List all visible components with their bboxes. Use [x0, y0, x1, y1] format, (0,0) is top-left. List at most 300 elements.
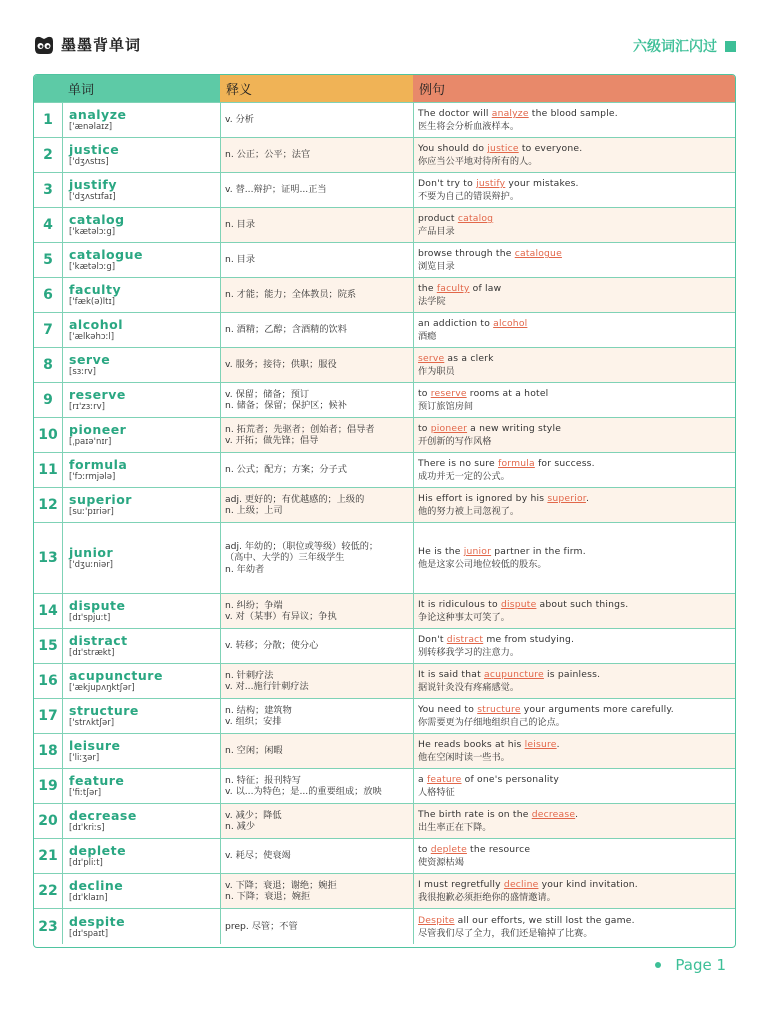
example-highlight: justify: [476, 178, 506, 189]
table-row: [34, 102, 735, 137]
example-text-before: I must regretfully: [418, 879, 504, 890]
definition-cell: [221, 138, 414, 172]
example-cell: [414, 488, 735, 522]
definition-cell: [221, 629, 414, 663]
table-row: [34, 593, 735, 628]
example-highlight: catalogue: [514, 248, 562, 259]
example-chinese: 预订旅馆房间: [418, 401, 474, 412]
table-row: [34, 698, 735, 733]
definition-cell: [221, 173, 414, 207]
example-chinese: 浏览目录: [418, 261, 455, 272]
example-text-before: to: [418, 844, 431, 855]
example-english: [418, 317, 735, 330]
table-row: [34, 628, 735, 663]
example-english: [418, 738, 735, 751]
example-highlight: superior: [547, 493, 586, 504]
definition-line: n. 目录: [225, 219, 256, 231]
definition-cell: [221, 383, 414, 417]
document-title-text: 六级词汇闪过: [633, 39, 717, 55]
example-text-before: an addiction to: [418, 318, 494, 329]
dot-icon: [655, 962, 661, 968]
table-row: [34, 803, 735, 838]
example-text-after: rooms at a hotel: [466, 388, 549, 399]
example-english: [418, 142, 735, 155]
definition-cell: [221, 839, 414, 873]
example-chinese: 出生率正在下降。: [418, 822, 492, 833]
example-text-before: He is the: [418, 546, 464, 557]
example-text-after: to everyone.: [518, 143, 583, 154]
definition-line: n. 目录: [225, 254, 256, 266]
vocabulary-table: [33, 74, 736, 948]
row-number: 13: [34, 523, 63, 593]
word-cell: [63, 243, 221, 277]
definition-cell: [221, 243, 414, 277]
definition-cell: [221, 523, 414, 593]
example-highlight: catalog: [457, 213, 494, 224]
word-cell: [63, 769, 221, 803]
example-text-before: It is ridiculous to: [418, 599, 501, 610]
example-highlight: distract: [446, 634, 484, 645]
example-cell: [414, 909, 735, 944]
example-english: [418, 808, 735, 821]
example-cell: [414, 103, 735, 137]
example-text-after: a new writing style: [467, 423, 562, 434]
logo-icon: [33, 35, 55, 55]
row-number: 21: [34, 839, 63, 873]
example-chinese: 你应当公平地对待所有的人。: [418, 156, 538, 167]
word-cell: [63, 804, 221, 838]
definition-line: n. 拓荒者；先驱者；创始者；倡导者: [225, 423, 375, 435]
definition-line: v. 服务；接待；供职；服役: [225, 359, 337, 371]
example-text-after: all our efforts, we still lost the game.: [454, 914, 635, 926]
definition-cell: [221, 418, 414, 452]
example-text-before: a: [418, 774, 427, 785]
row-number: 20: [34, 804, 63, 838]
example-cell: [414, 629, 735, 663]
example-cell: [414, 664, 735, 698]
square-icon: [725, 41, 736, 52]
example-text-before: It is said that: [418, 669, 484, 680]
row-number: 8: [34, 348, 63, 382]
definition-line: n. 特征；报刊特写: [225, 774, 301, 786]
example-cell: [414, 383, 735, 417]
example-highlight: serve: [418, 353, 445, 364]
definition-line: v. 保留；储备；预订: [225, 388, 310, 400]
header-definition: 释义: [220, 75, 413, 102]
definition-line: n. 结构；建筑物: [225, 704, 292, 716]
table-row: [34, 207, 735, 242]
word-cell: [63, 594, 221, 628]
example-chinese: 成功并无一定的公式。: [418, 471, 510, 482]
page-footer: [655, 956, 726, 974]
definition-cell: [221, 769, 414, 803]
definition-cell: [221, 488, 414, 522]
example-chinese: 我很抱歉必须拒绝你的盛情邀请。: [418, 892, 556, 903]
table-row: [34, 452, 735, 487]
row-number: 1: [34, 103, 63, 137]
example-cell: [414, 173, 735, 207]
example-text-after: partner in the firm.: [491, 546, 586, 557]
word: despite: [69, 913, 126, 929]
definition-line: n. 年幼者: [225, 563, 265, 575]
word-cell: [63, 453, 221, 487]
word-cell: [63, 103, 221, 137]
word: structure: [69, 703, 139, 718]
table-row: [34, 242, 735, 277]
phonetic: ['kætəlɔːg]: [69, 262, 116, 272]
phonetic: ['fæk(ə)ltɪ]: [69, 297, 115, 307]
table-row: [34, 768, 735, 803]
word: justify: [69, 177, 117, 192]
example-text-before: He reads books at his: [418, 739, 525, 750]
example-text-after: .: [556, 739, 560, 750]
example-text-before: The doctor will: [418, 108, 492, 119]
phonetic: [rɪ'zɜːrv]: [69, 402, 105, 412]
example-text-before: There is no sure: [418, 458, 499, 469]
example-chinese: 尽管我们尽了全力，我们还是输掉了比赛。: [418, 927, 593, 939]
example-chinese: 据说针灸没有疼痛感觉。: [418, 682, 520, 693]
word: catalog: [69, 212, 125, 227]
word-cell: [63, 909, 221, 944]
example-chinese: 开创新的写作风格: [418, 436, 492, 447]
word: serve: [69, 352, 111, 367]
definition-line: v. 下降；衰退；谢绝；婉拒: [225, 879, 337, 891]
phonetic: [ˌpaɪə'nɪr]: [69, 437, 112, 447]
example-text-after: of law: [469, 283, 502, 294]
word: distract: [69, 633, 128, 648]
page-header: [33, 34, 736, 60]
example-chinese: 不要为自己的错误辩护。: [418, 191, 520, 202]
phonetic: ['fɔːrmjələ]: [69, 472, 116, 482]
example-text-after: is painless.: [543, 669, 601, 680]
example-text-after: the blood sample.: [528, 108, 618, 119]
row-number: 4: [34, 208, 63, 242]
phonetic: ['ækjupʌŋktʃər]: [69, 683, 135, 693]
example-cell: [414, 523, 735, 593]
definition-line: v. 耗尽；使衰竭: [225, 850, 291, 862]
example-highlight: leisure: [524, 739, 557, 750]
example-chinese: 作为职员: [418, 366, 455, 377]
definition-line: v. 组织；安排: [225, 716, 282, 727]
definition-line: n. 上级；上司: [225, 505, 283, 516]
definition-line: v. 以...为特色；是...的重要组成；放映: [225, 786, 382, 797]
example-text-after: as a clerk: [444, 353, 494, 364]
example-highlight: alcohol: [493, 318, 528, 329]
word: alcohol: [69, 317, 123, 332]
word-cell: [63, 488, 221, 522]
table-row: [34, 487, 735, 522]
example-highlight: feature: [426, 774, 462, 785]
example-chinese: 别转移我学习的注意力。: [418, 647, 520, 658]
definition-cell: [221, 103, 414, 137]
row-number: 15: [34, 629, 63, 663]
definition-cell: [221, 594, 414, 628]
table-row: [34, 347, 735, 382]
word: reserve: [69, 387, 126, 402]
definition-line: n. 储备；保留；保护区；候补: [225, 400, 347, 411]
example-text-before: the: [418, 283, 437, 294]
brand: [33, 34, 141, 55]
word-cell: [63, 348, 221, 382]
example-text-after: of one's personality: [461, 774, 560, 785]
definition-cell: [221, 699, 414, 733]
word: faculty: [69, 282, 122, 297]
table-row: [34, 137, 735, 172]
phonetic: [sɜːrv]: [69, 367, 96, 377]
page-number: Page 1: [675, 956, 726, 974]
example-text-before: product: [418, 213, 458, 224]
example-cell: [414, 699, 735, 733]
table-row: [34, 172, 735, 207]
example-english: [418, 457, 735, 470]
word: leisure: [69, 738, 121, 753]
word-cell: [63, 523, 221, 593]
definition-line: n. 纠纷；争端: [225, 599, 283, 611]
example-english: [418, 352, 735, 365]
example-text-before: browse through the: [418, 248, 515, 259]
example-english: [418, 422, 735, 435]
header-word: 单词: [62, 75, 220, 102]
definition-line: （高中、大学的）三年级学生: [225, 552, 345, 564]
example-english: [418, 247, 735, 260]
example-text-before: to: [418, 423, 431, 434]
header-number-cell: [34, 75, 62, 102]
word-cell: [63, 208, 221, 242]
row-number: 9: [34, 383, 63, 417]
example-chinese: 医生将会分析血液样本。: [418, 121, 520, 132]
row-number: 17: [34, 699, 63, 733]
table-row: [34, 522, 735, 593]
word: dispute: [69, 598, 126, 613]
example-text-before: Don't try to: [418, 178, 477, 189]
phonetic: ['liːʒər]: [69, 753, 100, 763]
word-cell: [63, 874, 221, 908]
definition-cell: [221, 909, 414, 944]
example-english: [418, 878, 735, 891]
example-cell: [414, 418, 735, 452]
word-cell: [63, 629, 221, 663]
phonetic: [dɪ'strækt]: [69, 648, 115, 658]
word-cell: [63, 734, 221, 768]
brand-name: 墨墨背单词: [61, 36, 142, 54]
word-cell: [63, 138, 221, 172]
word: decline: [69, 878, 124, 893]
example-highlight: dispute: [500, 599, 537, 610]
definition-cell: [221, 664, 414, 698]
example-english: [418, 492, 735, 505]
example-text-before: Don't: [418, 634, 447, 645]
example-cell: [414, 453, 735, 487]
definition-line: v. 开拓；做先锋；倡导: [225, 435, 319, 446]
phonetic: [dɪ'kriːs]: [69, 823, 105, 833]
example-highlight: formula: [498, 458, 535, 469]
example-cell: [414, 594, 735, 628]
table-row: [34, 417, 735, 452]
example-cell: [414, 348, 735, 382]
row-number: 12: [34, 488, 63, 522]
example-text-after: for success.: [534, 458, 595, 469]
example-chinese: 他是这家公司地位较低的股东。: [418, 559, 547, 570]
example-cell: [414, 243, 735, 277]
word: deplete: [69, 843, 127, 858]
phonetic: [dɪ'spjuːt]: [69, 613, 111, 623]
phonetic: [dɪ'spaɪt]: [69, 928, 109, 939]
word: feature: [69, 773, 125, 788]
word: superior: [69, 492, 132, 507]
example-chinese: 他在空闲时读一些书。: [418, 752, 510, 763]
table-row: [34, 733, 735, 768]
example-highlight: reserve: [430, 388, 467, 399]
word: junior: [69, 545, 114, 560]
example-chinese: 酒瘾: [418, 331, 437, 342]
definition-line: adj. 年幼的；（职位或等级）较低的；: [225, 540, 379, 552]
document-title: [633, 36, 736, 56]
word: justice: [69, 142, 120, 157]
example-chinese: 法学院: [418, 296, 446, 307]
example-cell: [414, 769, 735, 803]
phonetic: ['ælkəhɔːl]: [69, 332, 115, 342]
row-number: 18: [34, 734, 63, 768]
example-highlight: analyze: [491, 108, 529, 119]
definition-cell: [221, 313, 414, 347]
phonetic: [dɪ'pliːt]: [69, 858, 103, 868]
example-chinese: 争论这种事太可笑了。: [418, 612, 510, 623]
table-row: [34, 873, 735, 908]
example-english: [418, 773, 735, 786]
example-highlight: junior: [463, 546, 492, 557]
example-cell: [414, 138, 735, 172]
example-highlight: acupuncture: [484, 669, 544, 680]
example-chinese: 他的努力被上司忽视了。: [418, 506, 520, 517]
example-text-after: your arguments more carefully.: [520, 704, 674, 715]
table-row: [34, 663, 735, 698]
phonetic: ['dʒuːniər]: [69, 560, 113, 570]
example-english: [418, 387, 735, 400]
word: catalogue: [69, 247, 143, 262]
example-highlight: decline: [503, 879, 539, 890]
example-english: [418, 668, 735, 681]
row-number: 2: [34, 138, 63, 172]
table-row: [34, 838, 735, 873]
example-cell: [414, 839, 735, 873]
word-cell: [63, 278, 221, 312]
definition-line: n. 减少: [225, 821, 256, 832]
example-text-after: .: [575, 809, 579, 820]
row-number: 19: [34, 769, 63, 803]
definition-cell: [221, 278, 414, 312]
example-highlight: decrease: [531, 809, 576, 820]
word-cell: [63, 313, 221, 347]
word: analyze: [69, 107, 127, 122]
example-chinese: 你需要更为仔细地组织自己的论点。: [418, 717, 565, 728]
example-highlight: justice: [487, 143, 519, 154]
example-english: [418, 598, 735, 611]
definition-line: n. 才能；能力；全体教员；院系: [225, 289, 357, 301]
example-english: [418, 282, 735, 295]
example-cell: [414, 208, 735, 242]
example-cell: [414, 804, 735, 838]
example-text-before: His effort is ignored by his: [418, 493, 548, 504]
word-cell: [63, 418, 221, 452]
table-row: [34, 908, 735, 944]
example-text-before: You should do: [418, 143, 488, 154]
example-text-before: to: [418, 388, 431, 399]
word-cell: [63, 839, 221, 873]
example-english: [418, 914, 735, 927]
word-cell: [63, 383, 221, 417]
header-example: 例句: [413, 75, 735, 102]
definition-line: prep. 尽管；不管: [225, 920, 298, 932]
definition-cell: [221, 874, 414, 908]
word-cell: [63, 664, 221, 698]
phonetic: ['strʌktʃər]: [69, 718, 115, 728]
phonetic: [dɪ'klaɪn]: [69, 893, 108, 903]
example-text-after: .: [585, 493, 590, 504]
word: acupuncture: [69, 668, 163, 683]
example-english: [418, 107, 735, 120]
table-header: [34, 75, 735, 102]
phonetic: ['ænəlaɪz]: [69, 122, 113, 132]
example-english: [418, 633, 735, 646]
definition-line: n. 公正；公平；法官: [225, 149, 311, 161]
definition-line: n. 公式；配方；方案；分子式: [225, 464, 347, 476]
row-number: 23: [34, 909, 63, 944]
example-chinese: 人格特征: [418, 787, 455, 798]
phonetic: ['fiːtʃər]: [69, 788, 102, 798]
example-cell: [414, 313, 735, 347]
definition-line: adj. 更好的；有优越感的；上级的: [225, 493, 365, 505]
table-row: [34, 312, 735, 347]
row-number: 22: [34, 874, 63, 908]
example-text-after: your kind invitation.: [538, 879, 638, 890]
definition-line: n. 空闲；闲暇: [225, 745, 283, 757]
example-text-after: your mistakes.: [505, 178, 579, 189]
example-chinese: 使资源枯竭: [418, 857, 464, 868]
definition-line: n. 酒精；乙醇；含酒精的饮料: [225, 324, 347, 336]
definition-line: v. 对（某事）有异议；争执: [225, 611, 337, 622]
example-english: [418, 212, 735, 225]
example-text-before: You need to: [418, 704, 478, 715]
example-english: [418, 843, 735, 856]
definition-cell: [221, 804, 414, 838]
example-cell: [414, 874, 735, 908]
definition-line: n. 下降；衰退；婉拒: [225, 891, 311, 902]
example-text-after: the resource: [466, 844, 531, 855]
definition-line: v. 替...辩护；证明...正当: [225, 184, 327, 196]
example-highlight: structure: [477, 704, 521, 715]
row-number: 10: [34, 418, 63, 452]
row-number: 7: [34, 313, 63, 347]
row-number: 14: [34, 594, 63, 628]
example-highlight: pioneer: [430, 423, 468, 434]
definition-line: v. 减少；降低: [225, 809, 282, 821]
definition-cell: [221, 734, 414, 768]
example-highlight: faculty: [436, 283, 470, 294]
phonetic: [suː'pɪriər]: [69, 507, 114, 517]
example-chinese: 产品目录: [418, 226, 455, 237]
example-highlight: deplete: [430, 844, 467, 855]
word: pioneer: [69, 422, 127, 437]
row-number: 16: [34, 664, 63, 698]
definition-line: v. 分析: [225, 114, 254, 126]
definition-cell: [221, 348, 414, 382]
phonetic: ['kætəlɔːg]: [69, 227, 116, 237]
example-english: [418, 545, 735, 558]
word-cell: [63, 699, 221, 733]
example-cell: [414, 278, 735, 312]
example-text-after: about such things.: [536, 599, 629, 610]
example-text-before: The birth rate is on the: [418, 809, 532, 820]
